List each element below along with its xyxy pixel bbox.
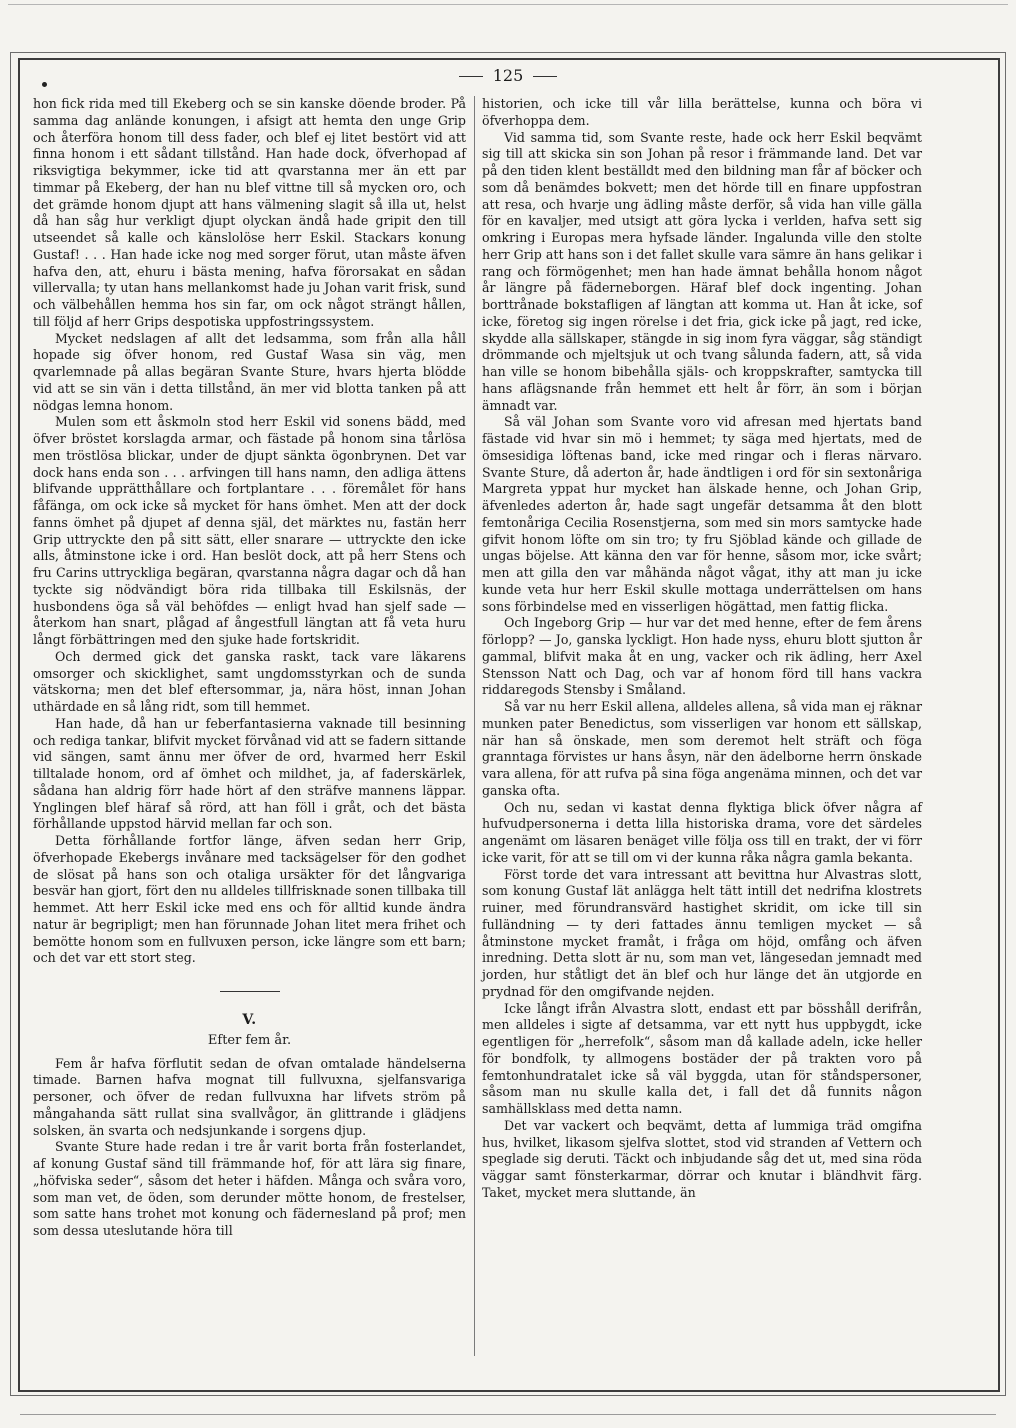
page-number-dash-right <box>533 76 557 77</box>
paragraph: hon fick rida med till Ekeberg och se sin kanske döende broder. På samma dag anlände konungen, i afsigt att hemta den unge Grip och återföra honom till dess fader, och blef ej litet bestört vid att finna honom i ett sådant tillstånd. Han hade dock, öfverhopad af riksvigtiga bekymmer, icke tid att qvarstanna mer än ett par timmar på Ekeberg, der han nu blef vittne till så mycken oro, och det grämde honom djupt att hans välmening slagit så illa ut, helst då han såg hur verkligt djupt olyckan ändå hade gripit den till utseendet så kalle och känslolöse herr Eskil. Stackars konung Gustaf! . . . Han hade icke nog med sorger förut, utan måste äfven hafva den, att, ehuru i bästa mening, hafva förorsakat en sådan villervalla; ty utan hans mellankomst hade ju Johan varit frisk, sund och välbehållen hemma hos sin far, om ock något strängt hållen, till följd af herr Grips despotiska uppfostringssystem. <box>33 96 466 329</box>
paragraph: Detta förhållande fortfor länge, äfven sedan herr Grip, öfverhopade Ekebergs invånare med tacksägelser för den godhet de slösat på hans son och otaliga ursäkter för det långvariga besvär han gjort, fört den nu alldeles tillfrisknade sonen tillbaka till hemmet. Att herr Eskil icke med ens och för alltid kunde ändra natur är begripligt; men han förunnade Johan litet mera frihet och bemötte honom som en fullvuxen person, icke längre som ett barn; och det var ett stort steg. <box>33 833 467 966</box>
paragraph-continuation: historien, och icke till vår lilla berättelse, kunna och böra vi öfverhoppa dem. <box>482 96 922 128</box>
margin-dot <box>42 82 47 87</box>
section-title: Efter fem år. <box>207 1032 292 1048</box>
paragraph: Och nu, sedan vi kastat denna flyktiga blick öfver några af hufvudpersonerna i detta lilla historiska drama, vore det särdeles angenämt om läsaren benäget ville följa oss till en trakt, der vi förr icke varit, för att se till om vi der kunna råka några gamla bekanta. <box>482 799 922 865</box>
paragraph: Icke långt ifrån Alvastra slott, endast ett par bösshåll derifrån, men alldeles i sigte af detsamma, var ett nytt hus uppbygdt, icke egentligen för „herrefolk“, såsom man då kallade adeln, icke heller för bondfolk, ty allmogens bostäder der på trakten voro på femtonhundratalet icke så väl byggda, utan för ståndspersoner, såsom man nu skulle kalla det, i fall det då funnits någon samhällsklass med detta namn. <box>482 1000 922 1116</box>
top-edge-rule <box>8 4 1008 5</box>
page-number <box>0 66 1016 85</box>
paragraph: Svante Sture hade redan i tre år varit borta från fosterlandet, af konung Gustaf sänd till främmande hof, för att lära sig finare, „höfviska seder“, såsom det heter i häfden. Många och svåra voro, som man vet, de öden, som derunder mötte honom, de frestelser, som satte hans trohet mot konung och fädernesland på prof; men som dessa uteslutande höra till <box>33 1139 466 1238</box>
paragraph: Mulen som ett åskmoln stod herr Eskil vid sonens bädd, med öfver bröstet korslagda armar, och fästade på honom sina tårlösa men tröstlösa blickar, under de djupt sänkta ögonbrynen. Det var dock hans enda son . . . arfvingen till hans namn, den adliga ättens blifvande upprätthållare och fortplantare . . . föremålet för hans fåfänga, om ock icke så mycket för hans ömhet. Men att der dock fanns ömhet på djupet af denna själ, det märktes nu, fastän herr Grip uttryckte den på sitt sätt, eller snarare — uttryckte den icke alls, åtminstone icke i ord. Han beslöt dock, att på herr Stens och fru Carins uttryckliga begäran, qvarstanna några dagar och då han tyckte sig nödvändigt böra rida tillbaka till Eskilsnäs, der husbondens öga så väl behöfdes — enligt hvad han sjelf sade — återkom han snart, plågad af ångestfull längtan att få veta huru långt förbättringen med den sjuke hade fortskridit. <box>33 414 466 647</box>
paragraph: Mycket nedslagen af allt det ledsamma, som från alla håll hopade sig öfver honom, red Gustaf Wasa sin väg, men qvarlemnade på allas begäran Svante Sture, hvars hjerta blödde vid att se sin vän i detta tillstånd, än mer vid blotta tanken på att nödgas lemna honom. <box>33 330 466 413</box>
right-column <box>482 96 922 1202</box>
paragraph: Så väl Johan som Svante voro vid afresan med hjertats band fästade vid hvar sin mö i hemmet; ty säga med hjertats, med de ömsesidiga löftenas band, icke med ringar och i fleras närvaro. Svante Sture, då aderton år, hade ändtligen i ord för sin sextonåriga Margreta yppat hur mycket han älskade henne, och Johan Grip, äfvenledes aderton år, hade sagt ungefär detsamma åt den blott femtonåriga Cecilia Rosenstjerna, som med sin mors samtycke hade gifvit honom löfte om sin tro; ty fru Sjöblad kände och gillade de ungas böjelse. Att känna den var för henne, såsom mor, icke svårt; men att gilla den var måhända något vågat, ithy att man ju icke kunde veta hur herr Eskil skulle mottaga underrättelsen om hans sons förbindelse med en visserligen högättad, men fattig flicka. <box>482 414 922 614</box>
page-number-value: 125 <box>492 66 524 85</box>
paragraph: Det var vackert och beqvämt, detta af lummiga träd omgifna hus, hvilket, likasom sjelfva slottet, stod vid stranden af Vettern och speglade sig deruti. Täckt och inbjudande såg det ut, med sina röda väggar samt fönsterkarmar, dörrar och knutar i bländhvit färg. Taket, mycket mera sluttande, än <box>482 1117 922 1200</box>
section-divider <box>220 991 280 992</box>
paragraph: Fem år hafva förflutit sedan de ofvan omtalade händelserna timade. Barnen hafva mognat till fullvuxna, sjelfansvariga personer, och öfver de redan fullvuxna har lifvets ström på mångahanda sätt rullat sina svallvågor, än glittrande i glädjens solsken, än svarta och nedsjunkande i sorgens djup. <box>33 1055 466 1138</box>
bottom-edge-rule <box>20 1414 996 1415</box>
column-divider <box>474 96 475 1356</box>
paragraph: Och Ingeborg Grip — hur var det med henne, efter de fem årens förlopp? — Jo, ganska lyckligt. Hon hade nyss, ehuru blott sjutton år gammal, blifvit maka åt en ung, vacker och rik ädling, herr Axel Stensson Natt och Dag, och var af honom förd till hans vackra riddaregods Stensby i Småland. <box>482 615 922 698</box>
paragraph: Han hade, då han ur feberfantasierna vaknade till besinning och rediga tankar, blifvit mycket förvånad vid att se fadern sittande vid sängen, samt ännu mer öfver de ord, hvarmed herr Eskil tilltalade honom, ord af ömhet och mildhet, ja, af faderskärlek, sådana han aldrig förr hade hört af den sträfve mannens läppar. Ynglingen blef häraf så rörd, att han föll i gråt, och det bästa förhållande uppstod härvid mellan far och son. <box>33 715 466 832</box>
paragraph: Vid samma tid, som Svante reste, hade ock herr Eskil beqvämt sig till att skicka sin son Johan på resor i främmande land. Det var på den tiden klent beställdt med den bildning man får af böcker och som då benämdes bokvett; men det hörde till en finare uppfostran att resa, och hvarje ung ädling måste derför, så vida han ville gälla för en kavaljer, med utsigt att göra lycka i verlden, hafva sett sig omkring i Europas mera hyfsade länder. Ingalunda ville den stolte herr Grip att hans son i det fallet skulle vara sämre än hans gelikar i rang och förmögenhet; men han hade ämnat behålla honom något år längre på fäderneborgen. Häraf blef dock ingenting. Johan borttrånade bokstafligen af längtan att komma ut. Han åt icke, sof icke, företog sig ingen rörelse i det fria, gick icke på jagt, red icke, skydde alla sällskaper, stängde in sig inom fyra väggar, såg ständigt drömmande och mjeltsjuk ut och tvang sålunda fadern, att, så vida han ville se honom bibehålla själs- och kroppskrafter, samtycka till hans aflägsnande från hemmet ett helt år förr, än som i början ämnadt var. <box>482 129 922 413</box>
paragraph: Först torde det vara intressant att bevittna hur Alvastras slott, som konung Gustaf lät anlägga helt tätt intill det nedrifna klostrets ruiner, med förundransvärd hastighet skridit, om icke till sin fulländning — ty deri fattades ännu temligen mycket — så åtminstone mycket framåt, i fråga om höjd, omfång och äfven inredning. Detta slott är nu, som man vet, längesedan jemnadt med jorden, hur ståtligt det än blef och hur länge det än utgjorde en prydnad för den omgifvande nejden. <box>482 866 922 999</box>
page-number-dash-left <box>459 76 483 77</box>
left-column <box>33 96 466 1240</box>
paragraph: Och dermed gick det ganska raskt, tack vare läkarens omsorger och skicklighet, samt ungdomsstyrkan och de sunda vätskorna; men det blef eftersommar, ja, nära höst, innan Johan uthärdade en så lång ridt, som till hemmet. <box>33 648 466 714</box>
paragraph: Så var nu herr Eskil allena, alldeles allena, så vida man ej räknar munken pater Benedictus, som visserligen var honom ett sällskap, när han så önskade, men som deremot helt sträft och föga granntaga förvistes ur hans åsyn, när den ädelborne herrn önskade vara allena, för att rufva på sina föga angenäma minnen, och det var ganska ofta. <box>482 699 922 798</box>
section-number: V. <box>242 1012 257 1028</box>
